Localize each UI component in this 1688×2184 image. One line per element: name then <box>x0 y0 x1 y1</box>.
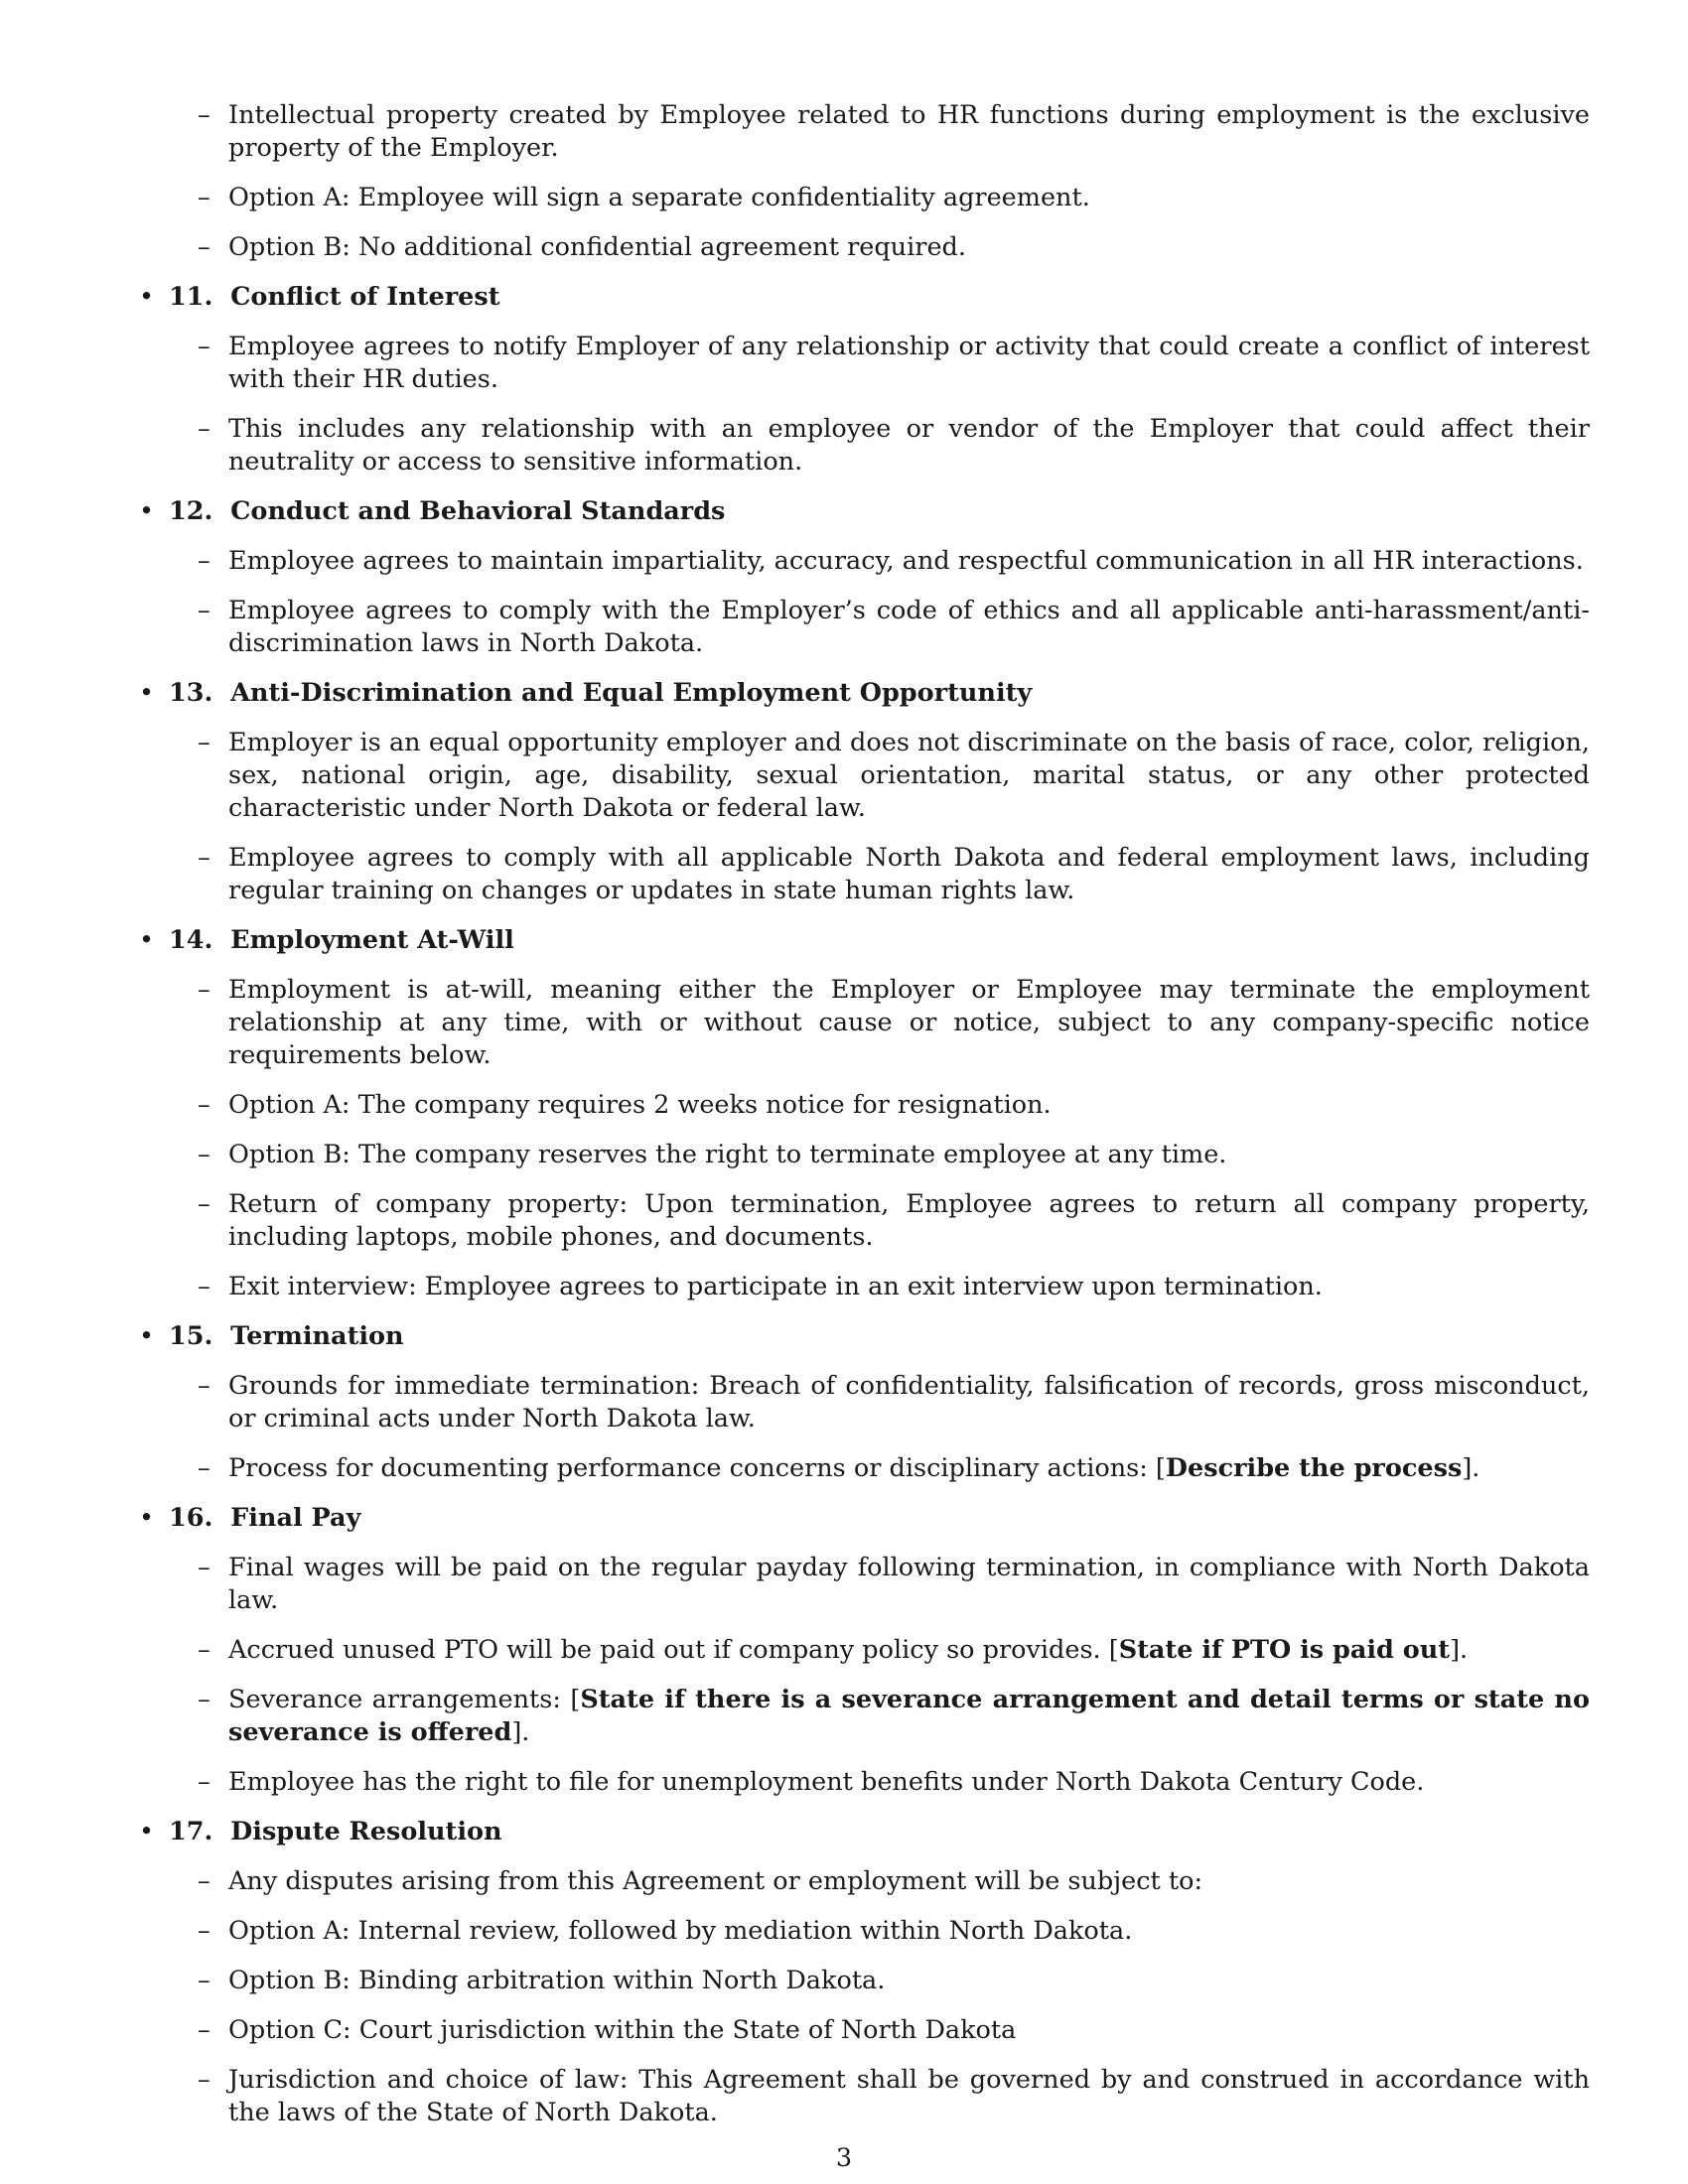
dash-marker: – <box>198 1635 211 1665</box>
list-item <box>134 1684 1590 1749</box>
document-body <box>134 99 1590 2146</box>
bullet-marker: • <box>139 282 155 312</box>
section-heading <box>134 924 1590 957</box>
dash-marker: – <box>198 1272 211 1301</box>
page-number: 3 <box>835 2143 853 2173</box>
list-item-text: Accrued unused PTO will be paid out if company policy so provides. [ <box>228 1635 1119 1665</box>
list-item-text: Final wages will be paid on the regular payday following termination, in compliance with North Dakota law. <box>228 1553 1590 1615</box>
dash-marker: – <box>198 975 211 1005</box>
list-item <box>134 1865 1590 1898</box>
section-number: 11. <box>169 282 213 312</box>
list-item-text: Employee has the right to file for unemployment benefits under North Dakota Century Code. <box>228 1767 1425 1797</box>
list-item-text: Option B: Binding arbitration within North Dakota. <box>228 1966 886 1995</box>
dash-marker: – <box>198 100 211 130</box>
dash-marker: – <box>198 1371 211 1401</box>
dash-marker: – <box>198 596 211 625</box>
list-item-text-end: ]. <box>1450 1635 1469 1665</box>
bullet-marker: • <box>139 678 155 708</box>
list-item-text: Employee agrees to notify Employer of any relationship or activity that could create a conflict of interest with their HR duties. <box>228 332 1590 394</box>
list-item <box>134 1271 1590 1303</box>
section-title: Employment At-Will <box>230 925 514 955</box>
list-item <box>134 1965 1590 1997</box>
list-item-text: Option C: Court jurisdiction within the State of North Dakota <box>228 2015 1017 2045</box>
section <box>134 1320 1590 1485</box>
list-item-text: Grounds for immediate termination: Breach of confidentiality, falsification of records, gross misconduct, or criminal acts under North Dakota law. <box>228 1371 1590 1433</box>
section-title: Final Pay <box>230 1503 361 1533</box>
list-item-text: Option B: No additional confidential agreement required. <box>228 232 966 262</box>
dash-marker: – <box>198 2065 211 2095</box>
list-item <box>134 99 1590 165</box>
section <box>134 677 1590 907</box>
list-item-text-end: ]. <box>511 1717 530 1747</box>
dash-marker: – <box>198 232 211 262</box>
bullet-marker: • <box>139 496 155 526</box>
list-item <box>134 727 1590 825</box>
dash-marker: – <box>198 546 211 576</box>
section-title: Anti-Discrimination and Equal Employment Opportunity <box>230 678 1033 708</box>
list-item <box>134 1452 1590 1485</box>
section <box>134 281 1590 478</box>
list-item <box>134 1139 1590 1171</box>
list-item-text: Return of company property: Upon termination, Employee agrees to return all company property, including laptops, mobile phones, and documents. <box>228 1189 1590 1252</box>
list-item-text: Process for documenting performance concerns or disciplinary actions: [ <box>228 1453 1166 1483</box>
section-heading <box>134 281 1590 314</box>
placeholder-text: State if PTO is paid out <box>1118 1635 1451 1665</box>
section-heading <box>134 1320 1590 1353</box>
bullet-marker: • <box>139 1321 155 1351</box>
list-item <box>134 2064 1590 2129</box>
list-item-text: Employer is an equal opportunity employer and does not discriminate on the basis of race, color, religion, sex, national origin, age, disability, sexual orientation, marital status, or any other protected characteristic under North Dakota or federal law. <box>228 728 1590 823</box>
sections-list <box>134 281 1590 2129</box>
section-heading <box>134 1502 1590 1535</box>
section <box>134 1816 1590 2129</box>
dash-marker: – <box>198 1685 211 1714</box>
bullet-marker: • <box>139 925 155 955</box>
list-item-text: Employee agrees to maintain impartiality, accuracy, and respectful communication in all HR interactions. <box>228 546 1584 576</box>
section-number: 17. <box>169 1817 213 1846</box>
dash-marker: – <box>198 728 211 757</box>
dash-marker: – <box>198 1189 211 1219</box>
section-title: Conduct and Behavioral Standards <box>230 496 726 526</box>
section <box>134 1502 1590 1799</box>
list-item-text: Option A: Internal review, followed by mediation within North Dakota. <box>228 1916 1133 1946</box>
dash-marker: – <box>198 1553 211 1582</box>
dash-marker: – <box>198 414 211 444</box>
list-item <box>134 331 1590 396</box>
list-item <box>134 1370 1590 1435</box>
dash-marker: – <box>198 1866 211 1896</box>
section-heading <box>134 495 1590 528</box>
section-number: 12. <box>169 496 213 526</box>
list-item <box>134 842 1590 907</box>
section-title: Dispute Resolution <box>230 1817 502 1846</box>
section-number: 13. <box>169 678 213 708</box>
list-item-text: Employment is at-will, meaning either the Employer or Employee may terminate the employment relationship at any time, with or without cause or notice, subject to any company-specific notice requirements below. <box>228 975 1590 1070</box>
list-item-text: Option A: The company requires 2 weeks notice for resignation. <box>228 1090 1052 1120</box>
list-item <box>134 1552 1590 1617</box>
list-item-text: Employee agrees to comply with the Employer’s code of ethics and all applicable anti-harassment/anti-discrimination laws in North Dakota. <box>228 596 1590 658</box>
list-item <box>134 182 1590 214</box>
placeholder-text: State if there is a severance arrangement and detail terms or state no severance is offered <box>228 1685 1590 1747</box>
list-item <box>134 1915 1590 1948</box>
dash-marker: – <box>198 183 211 212</box>
placeholder-text: Describe the process <box>1165 1453 1463 1483</box>
dash-marker: – <box>198 1767 211 1797</box>
section <box>134 495 1590 660</box>
section-number: 15. <box>169 1321 213 1351</box>
list-item <box>134 545 1590 578</box>
list-item-text-end: ]. <box>1462 1453 1480 1483</box>
list-item <box>134 2014 1590 2047</box>
dash-marker: – <box>198 1090 211 1120</box>
list-item <box>134 595 1590 660</box>
dash-marker: – <box>198 1916 211 1946</box>
list-item <box>134 1634 1590 1667</box>
bullet-marker: • <box>139 1503 155 1533</box>
list-item-text: Any disputes arising from this Agreement or employment will be subject to: <box>228 1866 1203 1896</box>
intro-list <box>134 99 1590 264</box>
list-item <box>134 1089 1590 1122</box>
list-item-text: Severance arrangements: [ <box>228 1685 581 1714</box>
dash-marker: – <box>198 1966 211 1995</box>
list-item-text: Exit interview: Employee agrees to participate in an exit interview upon termination. <box>228 1272 1323 1301</box>
section-number: 14. <box>169 925 213 955</box>
list-item-text: Option B: The company reserves the right to terminate employee at any time. <box>228 1140 1227 1169</box>
list-item <box>134 1766 1590 1799</box>
bullet-marker: • <box>139 1817 155 1846</box>
list-item-text: Option A: Employee will sign a separate confidentiality agreement. <box>228 183 1090 212</box>
list-item-text: Employee agrees to comply with all applicable North Dakota and federal employment laws, including regular training on changes or updates in state human rights law. <box>228 843 1590 905</box>
list-item-text: Intellectual property created by Employee related to HR functions during employment is the exclusive property of the Employer. <box>228 100 1590 163</box>
list-item <box>134 974 1590 1072</box>
section-title: Termination <box>230 1321 404 1351</box>
dash-marker: – <box>198 1453 211 1483</box>
list-item <box>134 231 1590 264</box>
dash-marker: – <box>198 1140 211 1169</box>
dash-marker: – <box>198 843 211 873</box>
section-title: Conflict of Interest <box>230 282 500 312</box>
list-item-text: Jurisdiction and choice of law: This Agreement shall be governed by and construed in accordance with the laws of the State of North Dakota. <box>228 2065 1590 2127</box>
dash-marker: – <box>198 332 211 361</box>
list-item <box>134 413 1590 478</box>
section-heading <box>134 677 1590 710</box>
list-item <box>134 1188 1590 1254</box>
section-number: 16. <box>169 1503 213 1533</box>
list-item-text: This includes any relationship with an employee or vendor of the Employer that could affect their neutrality or access to sensitive information. <box>228 414 1590 477</box>
section-heading <box>134 1816 1590 1848</box>
dash-marker: – <box>198 2015 211 2045</box>
section <box>134 924 1590 1303</box>
